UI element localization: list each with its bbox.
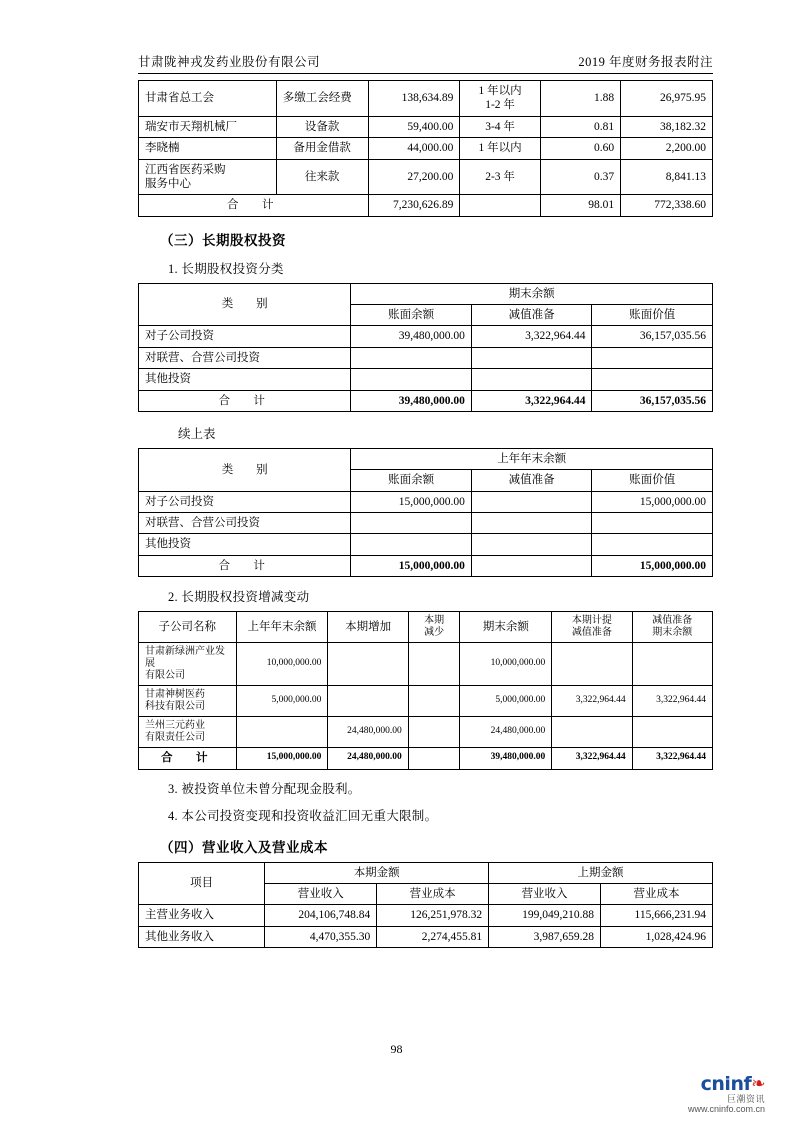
- section-title-revenue-cost: （四）营业收入及营业成本: [160, 839, 328, 855]
- row-label: 其他投资: [139, 369, 351, 390]
- period-increase: 24,480,000.00: [328, 717, 408, 748]
- header-item: 项目: [139, 862, 265, 905]
- total-impairment: [471, 555, 592, 576]
- payable-kind: 设备款: [276, 116, 368, 137]
- lt-equity-prior-table-wrap: [138, 448, 713, 577]
- period-decrease: [408, 686, 460, 717]
- subsection-title-classification: 1. 长期股权投资分类: [168, 261, 284, 276]
- total-value: 772,338.60: [621, 195, 713, 216]
- payable-value: 2,200.00: [621, 138, 713, 159]
- table-row: [139, 326, 713, 347]
- subsection-title-movement: 2. 长期股权投资增减变动: [168, 590, 310, 605]
- period-end-balance: 24,480,000.00: [460, 717, 552, 748]
- book-balance: 15,000,000.00: [351, 491, 472, 512]
- book-balance: [351, 513, 472, 534]
- header-book-balance: 账面余额: [351, 470, 472, 491]
- table-row: [139, 347, 713, 368]
- header-prior-period: 上期金额: [489, 862, 713, 883]
- impairment: [471, 513, 592, 534]
- header-impairment: 减值准备: [471, 470, 592, 491]
- revenue-cost-table-wrap: [138, 862, 713, 949]
- table-row: [139, 905, 713, 926]
- table-row: [139, 534, 713, 555]
- header-prior-revenue: 营业收入: [489, 883, 601, 904]
- lt-equity-class-table-wrap: [138, 283, 713, 412]
- header-book-balance: 账面余额: [351, 305, 472, 326]
- total-period-decrease: [408, 748, 460, 769]
- total-prior-year-balance: 15,000,000.00: [236, 748, 328, 769]
- impairment: [471, 491, 592, 512]
- table-total-row: [139, 195, 713, 216]
- header-current-revenue: 营业收入: [265, 883, 377, 904]
- prior-cost: 115,666,231.94: [601, 905, 713, 926]
- payables-continuation-table-wrap: [138, 80, 713, 217]
- current-revenue: 204,106,748.84: [265, 905, 377, 926]
- payable-age: 1 年以内 1-2 年: [460, 81, 540, 117]
- total-label: 合 计: [139, 390, 351, 411]
- header-subsidiary-name: 子公司名称: [139, 612, 237, 643]
- current-revenue: 4,470,355.30: [265, 926, 377, 947]
- current-cost: 2,274,455.81: [377, 926, 489, 947]
- payable-age: 1 年以内: [460, 138, 540, 159]
- header-current-period: 本期金额: [265, 862, 489, 883]
- payable-amount: 138,634.89: [368, 81, 460, 117]
- table-header-row: [139, 862, 713, 883]
- payable-rate: 0.37: [540, 159, 620, 195]
- payable-amount: 59,400.00: [368, 116, 460, 137]
- creditor-name: 甘肃省总工会: [139, 81, 277, 117]
- total-book-balance: 39,480,000.00: [351, 390, 472, 411]
- period-decrease: [408, 643, 460, 686]
- row-label: 主营业务收入: [139, 905, 265, 926]
- subsidiary-name: 兰州三元药业 有限责任公司: [139, 717, 237, 748]
- footer-logo: [688, 1074, 765, 1115]
- period-decrease: [408, 717, 460, 748]
- book-balance: [351, 534, 472, 555]
- total-book-value: 36,157,035.56: [592, 390, 713, 411]
- total-impairment: 3,322,964.44: [471, 390, 592, 411]
- total-amount: 7,230,626.89: [368, 195, 460, 216]
- table-row: [139, 926, 713, 947]
- total-label: 合 计: [139, 748, 237, 769]
- table-row: [139, 491, 713, 512]
- header-prior-year-group: 上年年末余额: [351, 448, 713, 469]
- book-value: [592, 513, 713, 534]
- period-end-balance: 5,000,000.00: [460, 686, 552, 717]
- provision-end-balance: 3,322,964.44: [632, 686, 712, 717]
- table-total-row: [139, 748, 713, 769]
- subsidiary-name: 甘肃新绿洲产业发展 有限公司: [139, 643, 237, 686]
- header-period-decrease: 本期 减少: [408, 612, 460, 643]
- page-number: 98: [390, 1042, 403, 1056]
- prior-revenue: 3,987,659.28: [489, 926, 601, 947]
- header-impairment: 减值准备: [471, 305, 592, 326]
- period-increase: [328, 686, 408, 717]
- period-provision: 3,322,964.44: [552, 686, 632, 717]
- row-label: 对联营、合营公司投资: [139, 347, 351, 368]
- prior-year-balance: 5,000,000.00: [236, 686, 328, 717]
- table-row: [139, 643, 713, 686]
- book-balance: 39,480,000.00: [351, 326, 472, 347]
- payable-kind: 备用金借款: [276, 138, 368, 159]
- lt-equity-movement-table: [138, 611, 713, 769]
- table-row: [139, 686, 713, 717]
- table-row: [139, 369, 713, 390]
- book-value: 36,157,035.56: [592, 326, 713, 347]
- book-balance: [351, 347, 472, 368]
- note-dividends: 3. 被投资单位未曾分配现金股利。: [168, 781, 361, 796]
- period-end-balance: 10,000,000.00: [460, 643, 552, 686]
- prior-year-balance: 10,000,000.00: [236, 643, 328, 686]
- total-age: [460, 195, 540, 216]
- book-value: [592, 347, 713, 368]
- row-label: 对子公司投资: [139, 491, 351, 512]
- prior-year-balance: [236, 717, 328, 748]
- table-total-row: [139, 555, 713, 576]
- revenue-cost-table: [138, 862, 713, 949]
- payable-rate: 0.60: [540, 138, 620, 159]
- payable-age: 2-3 年: [460, 159, 540, 195]
- total-provision-end: 3,322,964.44: [632, 748, 712, 769]
- impairment: [471, 347, 592, 368]
- header-prior-year-balance: 上年年末余额: [236, 612, 328, 643]
- header-company-name: 甘肃陇神戎发药业股份有限公司: [138, 55, 321, 69]
- total-label: 合 计: [139, 555, 351, 576]
- payable-value: 38,182.32: [621, 116, 713, 137]
- payable-value: 26,975.95: [621, 81, 713, 117]
- brand-name: cninf❧: [700, 1073, 765, 1095]
- current-cost: 126,251,978.32: [377, 905, 489, 926]
- total-book-value: 15,000,000.00: [592, 555, 713, 576]
- subsidiary-name: 甘肃神树医药 科技有限公司: [139, 686, 237, 717]
- header-prior-cost: 营业成本: [601, 883, 713, 904]
- brand-url: www.cninfo.com.cn: [687, 1103, 765, 1114]
- header-class: 类 别: [139, 283, 351, 326]
- table-row: [139, 717, 713, 748]
- payable-value: 8,841.13: [621, 159, 713, 195]
- book-value: [592, 369, 713, 390]
- header-period-end: 期末余额: [460, 612, 552, 643]
- total-label: 合 计: [139, 195, 369, 216]
- total-period-increase: 24,480,000.00: [328, 748, 408, 769]
- period-provision: [552, 643, 632, 686]
- table-total-row: [139, 390, 713, 411]
- total-book-balance: 15,000,000.00: [351, 555, 472, 576]
- header-provision-end: 减值准备 期末余额: [632, 612, 712, 643]
- header-current-cost: 营业成本: [377, 883, 489, 904]
- total-period-end: 39,480,000.00: [460, 748, 552, 769]
- lt-equity-classification-table: [138, 283, 713, 412]
- page-content: [138, 0, 713, 948]
- payable-kind: 往来款: [276, 159, 368, 195]
- creditor-name: 李晓楠: [139, 138, 277, 159]
- section-title-long-term-equity: （三）长期股权投资: [160, 232, 286, 248]
- period-increase: [328, 643, 408, 686]
- continued-table-label: 续上表: [178, 426, 216, 441]
- impairment: [471, 369, 592, 390]
- row-label: 对联营、合营公司投资: [139, 513, 351, 534]
- payable-amount: 27,200.00: [368, 159, 460, 195]
- impairment: 3,322,964.44: [471, 326, 592, 347]
- table-header-row: [139, 283, 713, 304]
- header-class: 类 别: [139, 448, 351, 491]
- prior-revenue: 199,049,210.88: [489, 905, 601, 926]
- provision-end-balance: [632, 643, 712, 686]
- payable-rate: 0.81: [540, 116, 620, 137]
- table-header-row: [139, 448, 713, 469]
- period-provision: [552, 717, 632, 748]
- payable-kind: 多缴工会经费: [276, 81, 368, 117]
- header-report-title: 2019 年度财务报表附注: [578, 55, 713, 69]
- row-label: 对子公司投资: [139, 326, 351, 347]
- total-rate: 98.01: [540, 195, 620, 216]
- brand-name-cn: 巨潮资讯: [726, 1093, 765, 1104]
- table-row: [139, 513, 713, 534]
- prior-cost: 1,028,424.96: [601, 926, 713, 947]
- book-balance: [351, 369, 472, 390]
- total-period-provision: 3,322,964.44: [552, 748, 632, 769]
- book-value: 15,000,000.00: [592, 491, 713, 512]
- creditor-name: 瑞安市天翔机械厂: [139, 116, 277, 137]
- page-header: [138, 0, 713, 74]
- table-row: [139, 159, 713, 195]
- header-book-value: 账面价值: [592, 305, 713, 326]
- payable-amount: 44,000.00: [368, 138, 460, 159]
- table-row: [139, 81, 713, 117]
- row-label: 其他投资: [139, 534, 351, 555]
- table-header-row: [139, 612, 713, 643]
- impairment: [471, 534, 592, 555]
- provision-end-balance: [632, 717, 712, 748]
- header-period-end-group: 期末余额: [351, 283, 713, 304]
- note-restrictions: 4. 本公司投资变现和投资收益汇回无重大限制。: [168, 808, 438, 823]
- brand-mark-icon: ❧: [751, 1074, 765, 1094]
- header-book-value: 账面价值: [592, 470, 713, 491]
- table-row: [139, 138, 713, 159]
- table-row: [139, 116, 713, 137]
- lt-equity-prior-year-table: [138, 448, 713, 577]
- creditor-name: 江西省医药采购 服务中心: [139, 159, 277, 195]
- payables-continuation-table: [138, 80, 713, 217]
- lt-equity-movement-table-wrap: [138, 611, 713, 769]
- row-label: 其他业务收入: [139, 926, 265, 947]
- header-period-provision: 本期计提 减值准备: [552, 612, 632, 643]
- payable-age: 3-4 年: [460, 116, 540, 137]
- header-period-increase: 本期增加: [328, 612, 408, 643]
- payable-rate: 1.88: [540, 81, 620, 117]
- book-value: [592, 534, 713, 555]
